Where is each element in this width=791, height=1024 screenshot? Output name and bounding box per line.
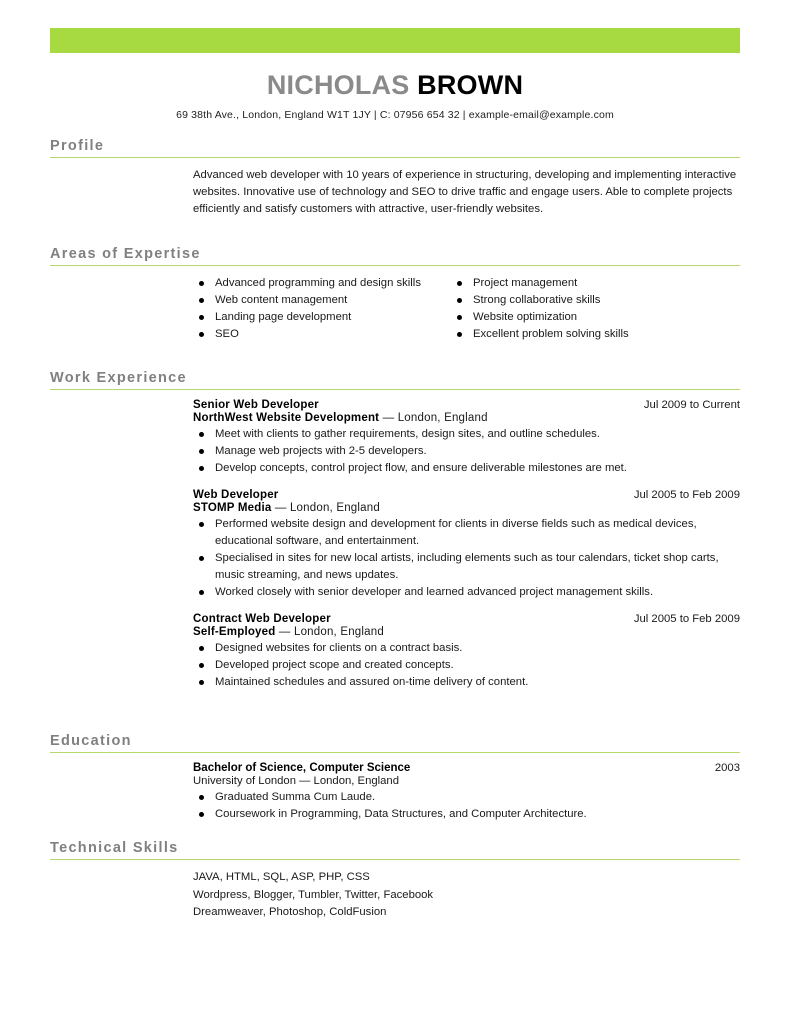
work-entry-bullet: Performed website design and development for clients in diverse fields such as medical devices, educational software, and entertainment. bbox=[193, 516, 740, 550]
expertise-list-right bbox=[451, 275, 731, 343]
expertise-item: Landing page development bbox=[193, 309, 451, 326]
expertise-list-left bbox=[193, 275, 451, 343]
work-entry-title: Contract Web Developer bbox=[193, 613, 331, 625]
work-entry-bullets bbox=[193, 640, 740, 691]
work-entry-title-row bbox=[193, 399, 740, 411]
work-entry-organization bbox=[193, 412, 740, 424]
section-expertise bbox=[50, 246, 740, 343]
expertise-heading: Areas of Expertise bbox=[50, 246, 201, 262]
work-entry-date: Jul 2009 to Current bbox=[643, 399, 740, 411]
education-school: University of London — London, England bbox=[193, 775, 399, 787]
work-entry-date: Jul 2005 to Feb 2009 bbox=[633, 489, 740, 501]
work-heading: Work Experience bbox=[50, 370, 187, 386]
work-entry-title: Senior Web Developer bbox=[193, 399, 319, 411]
education-bullet: Graduated Summa Cum Laude. bbox=[193, 789, 740, 806]
expertise-body bbox=[193, 266, 740, 343]
education-heading: Education bbox=[50, 733, 132, 749]
education-body bbox=[193, 753, 740, 823]
candidate-name bbox=[50, 70, 740, 100]
expertise-item: Strong collaborative skills bbox=[451, 292, 731, 309]
profile-body bbox=[193, 158, 740, 218]
work-entry-location: — London, England bbox=[275, 626, 384, 638]
education-degree-row bbox=[193, 762, 740, 774]
name-first: NICHOLAS bbox=[266, 70, 410, 100]
work-entry bbox=[193, 399, 740, 477]
header-accent-bar bbox=[50, 28, 740, 53]
expertise-item: Excellent problem solving skills bbox=[451, 326, 731, 343]
work-entry-bullet: Manage web projects with 2-5 developers. bbox=[193, 443, 740, 460]
skill-line: JAVA, HTML, SQL, ASP, PHP, CSS bbox=[193, 871, 370, 883]
education-year: 2003 bbox=[714, 762, 740, 774]
expertise-item: SEO bbox=[193, 326, 451, 343]
work-entry-bullet: Meet with clients to gather requirements, design sites, and outline schedules. bbox=[193, 426, 740, 443]
education-bullets bbox=[193, 789, 740, 823]
work-entry-location: — London, England bbox=[271, 502, 380, 514]
work-entry-location: — London, England bbox=[379, 412, 488, 424]
name-last: BROWN bbox=[417, 70, 524, 100]
education-bullet: Coursework in Programming, Data Structures, and Computer Architecture. bbox=[193, 806, 740, 823]
work-entry bbox=[193, 489, 740, 601]
work-entry-bullet: Develop concepts, control project flow, and ensure deliverable milestones are met. bbox=[193, 460, 740, 477]
education-degree: Bachelor of Science, Computer Science bbox=[193, 762, 411, 774]
work-entry-title: Web Developer bbox=[193, 489, 279, 501]
section-education bbox=[50, 733, 740, 823]
expertise-item: Web content management bbox=[193, 292, 451, 309]
section-technical-skills bbox=[50, 840, 740, 922]
work-entry-date: Jul 2005 to Feb 2009 bbox=[633, 613, 740, 625]
skill-line: Dreamweaver, Photoshop, ColdFusion bbox=[193, 906, 387, 918]
expertise-item: Advanced programming and design skills bbox=[193, 275, 451, 292]
work-entry-bullet: Worked closely with senior developer and learned advanced project management skills. bbox=[193, 584, 740, 601]
work-entry-company: NorthWest Website Development bbox=[193, 412, 380, 424]
skills-body bbox=[193, 860, 740, 922]
section-work-experience bbox=[50, 370, 740, 703]
work-entry-title-row bbox=[193, 613, 740, 625]
profile-heading: Profile bbox=[50, 138, 105, 154]
skill-line: Wordpress, Blogger, Tumbler, Twitter, Facebook bbox=[193, 888, 434, 901]
work-entry-bullet: Developed project scope and created concepts. bbox=[193, 657, 740, 674]
work-entry-company: Self-Employed bbox=[193, 626, 276, 638]
work-entry bbox=[193, 613, 740, 691]
expertise-item: Website optimization bbox=[451, 309, 731, 326]
work-entry-title-row bbox=[193, 489, 740, 501]
work-entry-bullet: Maintained schedules and assured on-time delivery of content. bbox=[193, 674, 740, 691]
work-entry-organization bbox=[193, 502, 740, 514]
skills-heading: Technical Skills bbox=[50, 840, 179, 856]
work-entry-company: STOMP Media bbox=[193, 502, 272, 514]
work-entry-bullet: Designed websites for clients on a contract basis. bbox=[193, 640, 740, 657]
work-entry-bullets bbox=[193, 426, 740, 477]
work-entry-bullets bbox=[193, 516, 740, 601]
resume-header bbox=[50, 70, 740, 121]
work-entry-bullet: Specialised in sites for new local artists, including elements such as tour calendars, ticket shop carts, music streaming, and news updates. bbox=[193, 550, 740, 584]
section-profile bbox=[50, 138, 740, 218]
work-body bbox=[193, 390, 740, 691]
profile-text: Advanced web developer with 10 years of experience in structuring, developing and implementing interactive websites. Innovative use of technology and SEO to drive traffic and engage users. Able to complete projects efficiently and satisfy customers with attractive, user-friendly websites. bbox=[193, 169, 737, 215]
work-entry-organization bbox=[193, 626, 740, 638]
contact-line: 69 38th Ave., London, England W1T 1JY | C: 07956 654 32 | example-email@example.com bbox=[176, 109, 614, 121]
expertise-item: Project management bbox=[451, 275, 731, 292]
